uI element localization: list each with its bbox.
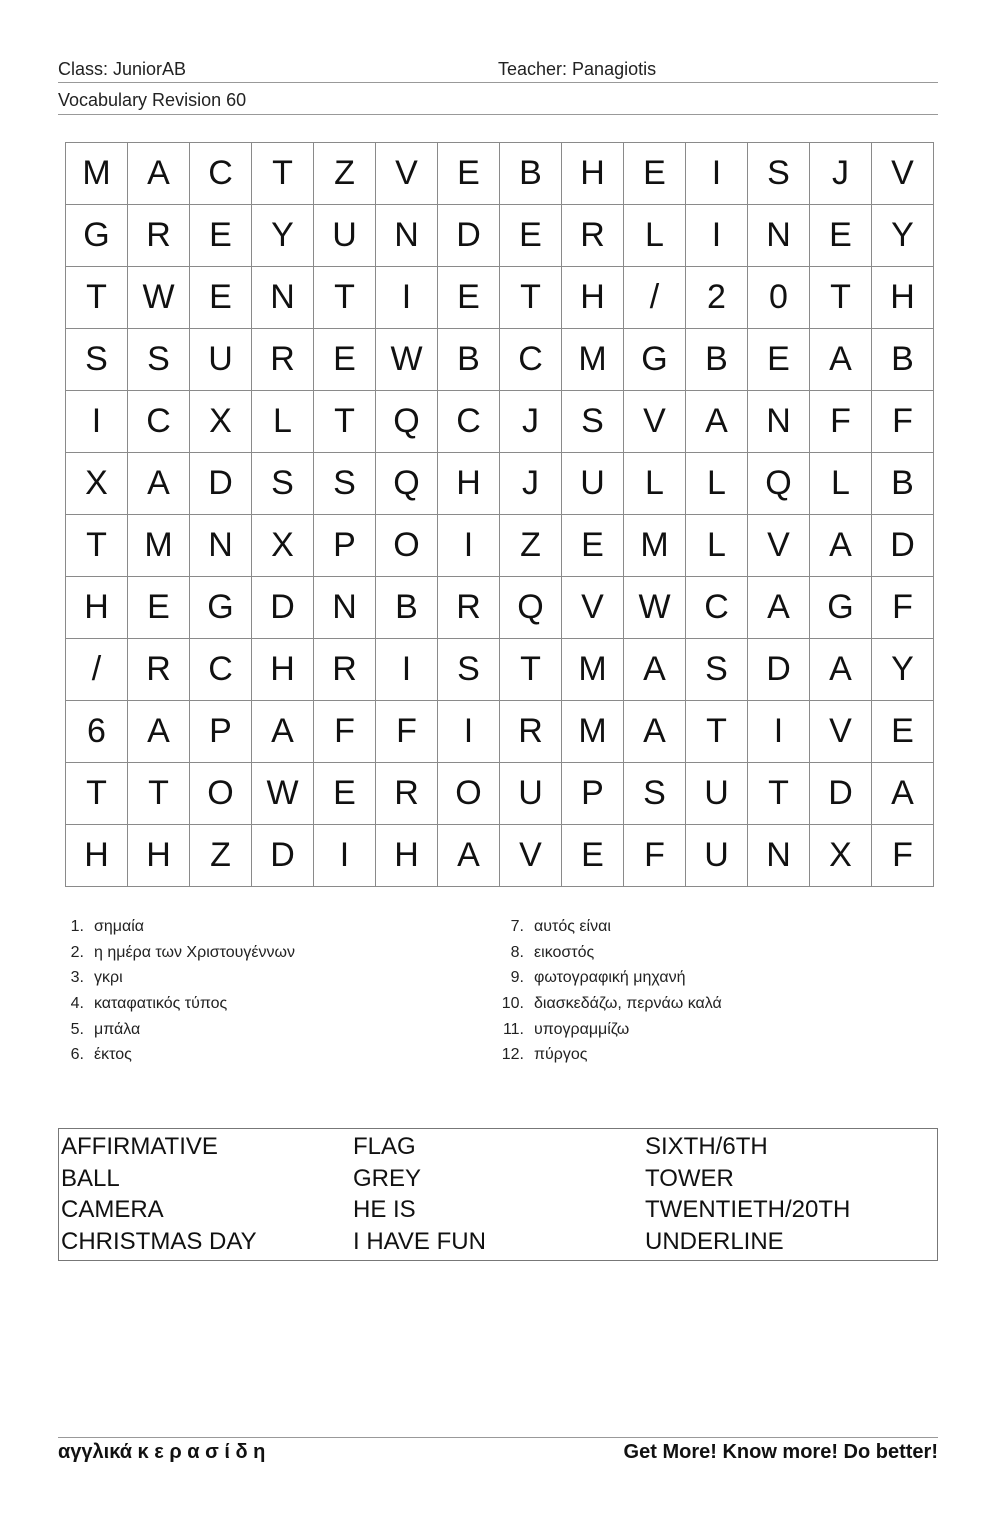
grid-cell[interactable]: F [810, 391, 872, 453]
clue-item [498, 1017, 722, 1043]
grid-cell[interactable]: Q [748, 453, 810, 515]
grid-cell[interactable]: V [748, 515, 810, 577]
grid-cell[interactable]: N [748, 825, 810, 887]
grid-cell[interactable]: U [686, 763, 748, 825]
grid-cell[interactable]: T [810, 267, 872, 329]
word-bank [58, 1128, 938, 1261]
grid-cell[interactable]: I [376, 267, 438, 329]
grid-cell[interactable]: M [562, 639, 624, 701]
clue-text: υπογραμμίζω [534, 1020, 630, 1038]
grid-cell[interactable]: C [128, 391, 190, 453]
grid-row [66, 701, 934, 763]
clue-number: 5. [70, 1020, 84, 1038]
grid-cell[interactable]: M [624, 515, 686, 577]
word-bank-item: TOWER [645, 1164, 734, 1192]
grid-cell[interactable]: E [500, 205, 562, 267]
grid-cell[interactable]: H [872, 267, 934, 329]
grid-cell[interactable]: A [128, 143, 190, 205]
grid-cell[interactable]: L [810, 453, 872, 515]
clue-number: 7. [510, 918, 524, 935]
grid-cell[interactable]: D [748, 639, 810, 701]
clue-item [498, 914, 722, 940]
clue-text: έκτος [94, 1046, 132, 1064]
grid-cell[interactable]: N [748, 391, 810, 453]
grid-cell[interactable]: H [252, 639, 314, 701]
clue-item [58, 940, 295, 966]
grid-cell[interactable]: T [748, 763, 810, 825]
grid-row [66, 515, 934, 577]
grid-row [66, 267, 934, 329]
grid-row [66, 143, 934, 205]
footer-slogan: Get More! Know more! Do better! [623, 1441, 938, 1463]
grid-cell[interactable]: N [314, 577, 376, 639]
grid-cell[interactable]: L [252, 391, 314, 453]
grid-cell[interactable]: O [438, 763, 500, 825]
grid-cell[interactable]: T [500, 267, 562, 329]
clue-item [58, 1042, 295, 1068]
grid-cell[interactable]: M [128, 515, 190, 577]
grid-cell[interactable]: M [562, 701, 624, 763]
grid-cell[interactable]: V [562, 577, 624, 639]
grid-cell[interactable]: A [128, 701, 190, 763]
grid-cell[interactable]: H [438, 453, 500, 515]
grid-cell[interactable]: E [872, 701, 934, 763]
word-bank-item: TWENTIETH/20TH [645, 1196, 851, 1224]
grid-cell[interactable]: N [252, 267, 314, 329]
clue-text: γκρι [94, 969, 123, 987]
teacher-label: Teacher: Panagiotis [498, 59, 657, 79]
grid-cell[interactable]: R [128, 639, 190, 701]
word-bank-item: SIXTH/6TH [645, 1133, 768, 1160]
grid-cell[interactable]: V [376, 143, 438, 205]
grid-cell[interactable]: H [562, 143, 624, 205]
clue-text: εικοστός [534, 943, 595, 961]
grid-cell[interactable]: C [500, 329, 562, 391]
grid-cell[interactable]: T [128, 763, 190, 825]
grid-cell[interactable]: 2 [686, 267, 748, 329]
clue-item [498, 940, 722, 966]
grid-cell[interactable]: R [128, 205, 190, 267]
grid-cell[interactable]: S [128, 329, 190, 391]
grid-cell[interactable]: X [810, 825, 872, 887]
grid-cell[interactable]: T [66, 763, 128, 825]
clue-text: αυτός είναι [534, 918, 611, 935]
grid-cell[interactable]: / [66, 639, 128, 701]
grid-cell[interactable]: S [66, 329, 128, 391]
footer-brand: αγγλικά κ ε ρ α σ ί δ η [58, 1441, 266, 1463]
clue-item [58, 1017, 295, 1043]
grid-cell[interactable]: A [686, 391, 748, 453]
grid-cell[interactable]: O [376, 515, 438, 577]
word-bank-item: UNDERLINE [645, 1227, 784, 1255]
grid-cell[interactable]: I [376, 639, 438, 701]
grid-cell[interactable]: H [128, 825, 190, 887]
grid-cell[interactable]: B [872, 453, 934, 515]
grid-cell[interactable]: O [190, 763, 252, 825]
grid-cell[interactable]: 0 [748, 267, 810, 329]
clue-text: φωτογραφική μηχανή [534, 969, 686, 987]
grid-cell[interactable]: H [66, 825, 128, 887]
clue-text: καταφατικός τύπος [94, 995, 228, 1013]
grid-cell[interactable]: E [314, 329, 376, 391]
clue-number: 6. [70, 1046, 84, 1064]
grid-cell[interactable]: L [624, 205, 686, 267]
grid-cell[interactable]: C [190, 639, 252, 701]
grid-cell[interactable]: R [438, 577, 500, 639]
grid-cell[interactable]: V [810, 701, 872, 763]
grid-cell[interactable]: U [314, 205, 376, 267]
grid-cell[interactable]: P [190, 701, 252, 763]
word-bank-item: CAMERA [61, 1196, 164, 1224]
grid-cell[interactable]: L [686, 515, 748, 577]
clue-item [498, 965, 722, 991]
grid-cell[interactable]: N [748, 205, 810, 267]
grid-cell[interactable]: E [438, 267, 500, 329]
word-bank-item: GREY [353, 1164, 422, 1192]
grid-cell[interactable]: I [686, 205, 748, 267]
clue-number: 12. [501, 1046, 524, 1064]
grid-cell[interactable]: C [438, 391, 500, 453]
grid-cell[interactable]: E [190, 205, 252, 267]
grid-cell[interactable]: D [438, 205, 500, 267]
grid-cell[interactable]: T [314, 391, 376, 453]
grid-cell[interactable]: W [624, 577, 686, 639]
grid-cell[interactable]: Q [500, 577, 562, 639]
grid-cell[interactable]: L [686, 453, 748, 515]
grid-cell[interactable]: Y [872, 205, 934, 267]
grid-cell[interactable]: F [872, 577, 934, 639]
grid-cell[interactable]: G [810, 577, 872, 639]
grid-cell[interactable]: H [66, 577, 128, 639]
word-search-grid [65, 142, 934, 887]
page-title: Vocabulary Revision 60 [58, 90, 247, 110]
grid-cell[interactable]: J [500, 391, 562, 453]
grid-cell[interactable]: A [748, 577, 810, 639]
grid-cell[interactable]: V [500, 825, 562, 887]
grid-cell[interactable]: N [376, 205, 438, 267]
grid-cell[interactable]: A [128, 453, 190, 515]
header-divider [58, 82, 938, 83]
grid-cell[interactable]: Z [314, 143, 376, 205]
grid-row [66, 391, 934, 453]
clue-text: πύργος [534, 1046, 588, 1064]
grid-cell[interactable]: Q [376, 453, 438, 515]
word-bank-item: AFFIRMATIVE [61, 1133, 218, 1160]
grid-cell[interactable]: N [190, 515, 252, 577]
grid-cell[interactable]: G [190, 577, 252, 639]
grid-cell[interactable]: T [500, 639, 562, 701]
clue-number: 2. [70, 943, 84, 961]
clue-number: 1. [70, 918, 84, 935]
clue-list-right [498, 914, 722, 1068]
grid-cell[interactable]: Q [376, 391, 438, 453]
clue-number: 11. [502, 1020, 524, 1038]
grid-cell[interactable]: T [314, 267, 376, 329]
grid-cell[interactable]: S [562, 391, 624, 453]
clue-item [58, 914, 295, 940]
grid-cell[interactable]: S [686, 639, 748, 701]
clue-item [498, 991, 722, 1017]
grid-cell[interactable]: A [810, 639, 872, 701]
clue-text: σημαία [94, 918, 145, 935]
grid-cell[interactable]: E [624, 143, 686, 205]
grid-cell[interactable]: J [810, 143, 872, 205]
grid-cell[interactable]: I [438, 515, 500, 577]
grid-cell[interactable]: W [376, 329, 438, 391]
clue-item [58, 991, 295, 1017]
footer-divider [58, 1437, 938, 1438]
grid-cell[interactable]: F [624, 825, 686, 887]
grid-cell[interactable]: S [748, 143, 810, 205]
grid-cell[interactable]: R [376, 763, 438, 825]
grid-cell[interactable]: X [66, 453, 128, 515]
grid-cell[interactable]: E [562, 515, 624, 577]
grid-cell[interactable]: A [872, 763, 934, 825]
clue-number: 10. [501, 995, 524, 1013]
grid-row [66, 763, 934, 825]
grid-cell[interactable]: D [810, 763, 872, 825]
grid-cell[interactable]: S [624, 763, 686, 825]
grid-cell[interactable]: A [810, 329, 872, 391]
grid-cell[interactable]: E [438, 143, 500, 205]
word-bank-column-2 [353, 1131, 486, 1257]
grid-cell[interactable]: W [252, 763, 314, 825]
grid-cell[interactable]: E [128, 577, 190, 639]
title-divider [58, 114, 938, 115]
grid-cell[interactable]: E [748, 329, 810, 391]
grid-cell[interactable]: S [314, 453, 376, 515]
grid-cell[interactable]: V [872, 143, 934, 205]
grid-cell[interactable]: X [190, 391, 252, 453]
grid-cell[interactable]: L [624, 453, 686, 515]
word-bank-column-3 [645, 1131, 850, 1257]
grid-cell[interactable]: H [562, 267, 624, 329]
grid-cell[interactable]: E [562, 825, 624, 887]
grid-row [66, 825, 934, 887]
class-label: Class: JuniorAB [58, 59, 187, 79]
grid-cell[interactable]: D [252, 577, 314, 639]
grid-row [66, 639, 934, 701]
grid-row [66, 577, 934, 639]
grid-cell[interactable]: H [376, 825, 438, 887]
grid-cell[interactable]: C [190, 143, 252, 205]
grid-cell[interactable]: A [252, 701, 314, 763]
grid-cell[interactable]: U [190, 329, 252, 391]
grid-cell[interactable]: E [810, 205, 872, 267]
grid-cell[interactable]: D [252, 825, 314, 887]
clue-text: η ημέρα των Χριστουγέννων [94, 943, 295, 961]
clue-number: 3. [70, 969, 84, 987]
grid-cell[interactable]: X [252, 515, 314, 577]
grid-cell[interactable]: U [500, 763, 562, 825]
grid-cell[interactable]: U [562, 453, 624, 515]
grid-cell[interactable]: I [314, 825, 376, 887]
grid-cell[interactable]: F [872, 391, 934, 453]
word-bank-item: I HAVE FUN [353, 1227, 486, 1255]
grid-cell[interactable]: G [624, 329, 686, 391]
grid-cell[interactable]: W [128, 267, 190, 329]
grid-cell[interactable]: S [438, 639, 500, 701]
grid-cell[interactable]: A [624, 701, 686, 763]
grid-cell[interactable]: Z [500, 515, 562, 577]
grid-cell[interactable]: R [500, 701, 562, 763]
grid-cell[interactable]: T [66, 267, 128, 329]
grid-cell[interactable]: F [376, 701, 438, 763]
clue-list-left [58, 914, 295, 1068]
grid-cell[interactable]: F [314, 701, 376, 763]
grid-cell[interactable]: T [252, 143, 314, 205]
grid-cell[interactable]: B [686, 329, 748, 391]
word-bank-item: FLAG [353, 1133, 416, 1160]
grid-cell[interactable]: A [624, 639, 686, 701]
grid-cell[interactable]: F [872, 825, 934, 887]
grid-cell[interactable]: A [438, 825, 500, 887]
grid-cell[interactable]: R [562, 205, 624, 267]
grid-cell[interactable]: E [190, 267, 252, 329]
grid-cell[interactable]: I [66, 391, 128, 453]
grid-cell[interactable]: I [438, 701, 500, 763]
clue-text: μπάλα [94, 1020, 141, 1038]
word-bank-column-1 [61, 1131, 257, 1257]
grid-cell[interactable]: P [562, 763, 624, 825]
clue-item [498, 1042, 722, 1068]
clue-item [58, 965, 295, 991]
grid-cell[interactable]: R [314, 639, 376, 701]
grid-cell[interactable]: I [748, 701, 810, 763]
grid-cell[interactable]: B [872, 329, 934, 391]
grid-row [66, 453, 934, 515]
grid-cell[interactable]: R [252, 329, 314, 391]
grid-row [66, 205, 934, 267]
grid-cell[interactable]: S [252, 453, 314, 515]
grid-cell[interactable]: I [686, 143, 748, 205]
grid-cell[interactable]: D [190, 453, 252, 515]
grid-cell[interactable]: Z [190, 825, 252, 887]
clue-number: 9. [510, 969, 524, 987]
grid-cell[interactable]: Y [872, 639, 934, 701]
grid-cell[interactable]: D [872, 515, 934, 577]
grid-cell[interactable]: B [500, 143, 562, 205]
clue-number: 8. [510, 943, 524, 961]
word-bank-item: CHRISTMAS DAY [61, 1227, 257, 1255]
grid-row [66, 329, 934, 391]
grid-cell[interactable]: C [686, 577, 748, 639]
grid-cell[interactable]: B [438, 329, 500, 391]
word-bank-item: BALL [61, 1164, 120, 1192]
grid-cell[interactable]: J [500, 453, 562, 515]
grid-cell[interactable]: A [810, 515, 872, 577]
grid-cell[interactable]: M [66, 143, 128, 205]
clue-text: διασκεδάζω, περνάω καλά [534, 995, 722, 1013]
grid-cell[interactable]: T [686, 701, 748, 763]
clue-number: 4. [70, 995, 84, 1013]
grid-cell[interactable]: P [314, 515, 376, 577]
grid-cell[interactable]: Y [252, 205, 314, 267]
grid-cell[interactable]: U [686, 825, 748, 887]
grid-cell[interactable]: / [624, 267, 686, 329]
grid-cell[interactable]: T [66, 515, 128, 577]
grid-cell[interactable]: B [376, 577, 438, 639]
word-bank-item: HE IS [353, 1196, 416, 1224]
grid-cell[interactable]: E [314, 763, 376, 825]
grid-cell[interactable]: 6 [66, 701, 128, 763]
grid-cell[interactable]: M [562, 329, 624, 391]
grid-cell[interactable]: G [66, 205, 128, 267]
grid-cell[interactable]: V [624, 391, 686, 453]
